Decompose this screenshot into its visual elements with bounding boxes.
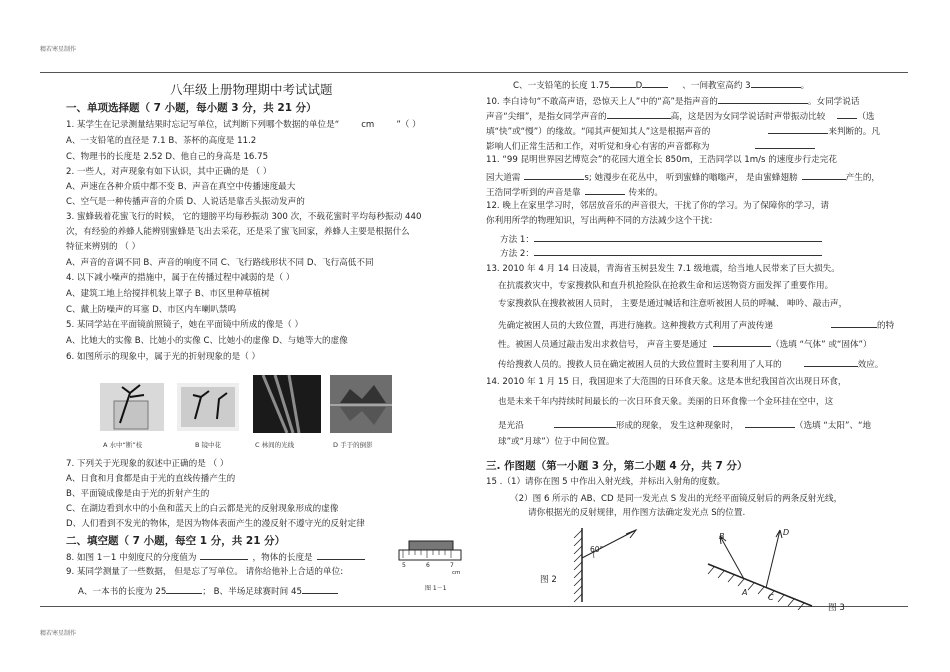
q3-line1: 3. 蜜蜂载着花蜜飞行的时候， 它的翅膀平均每秒振动 300 次，不载花蜜时平均每秒振动 440 (66, 212, 422, 222)
q11-line3: 王浩同学听到的声音是靠 传来的。 (486, 185, 663, 199)
photo-forest-light (253, 375, 321, 433)
ruler-tick-7: 7 (450, 562, 454, 569)
section-3-heading: 三. 作图题（第一小题 3 分，第二小题 4 分，共 7 分） (486, 460, 748, 472)
q4-options-ab: A、建筑工地上给搅拌机装上罩子 B、市区里种草植树 (66, 289, 270, 299)
q5-options: A、比她大的实像 B、比她小的实像 C、比她小的虚像 D、与她等大的虚像 (66, 336, 348, 346)
figure-3-caption: 图 3 (828, 603, 845, 613)
q9-text: 9. 某同学测量了一些数据， 但是忘了写单位。 请你给他补上合适的单位: (66, 567, 344, 577)
footer-note: 精若寒星制作 (40, 630, 77, 637)
q13-line1: 13. 2010 年 4 月 14 日凌晨，青海省玉树县发生 7.1 级地震，给当地人民带来了巨大损失。 (486, 264, 840, 274)
q14-line4: 球”或“月球”）位于中间位置。 (498, 437, 615, 447)
section-1-heading: 一、单项选择题（ 7 小题，每小题 3 分，共 21 分） (66, 102, 317, 114)
q9-continued: C、一支铅笔的长度 1.75 D 、一间教室高约 3 。 (513, 78, 809, 92)
photo-caption-a: A 水中“断”枝 (103, 441, 143, 449)
q13-line2: 在抗震救灾中，专家搜救队和直升机抢险队在抢救生命和运送物资方面发挥了重要作用。 (498, 281, 834, 291)
q10-line3: 填“快”或“慢”）的缘故。“闻其声便知其人”这是根据声音的 来判断的。凡 (486, 124, 880, 138)
q1-options-cd: C、物理书的长度是 2.52 D、他自己的身高是 16.75 (66, 152, 269, 162)
figure-3-rays (700, 526, 820, 610)
q14-line1: 14. 2010 年 1 月 15 日，我国迎来了大范围的日环食天象。这是本世纪我国首次出现日环食， (486, 377, 847, 387)
q3-line2: 次，有经验的养蜂人能辨别蜜蜂是飞出去采花，还是采了蜜飞回家，养蜂人主要是根据什么 (66, 227, 410, 237)
q10-line4: 影响人们正常生活和工作，对听觉和身心有害的声音都称为 (486, 139, 815, 153)
photo-broken-branch (100, 383, 164, 431)
q5-text: 5. 某同学站在平面镜前照镜子，她在平面镜中所成的像是（ ） (66, 320, 304, 330)
q10-line2: 声音“尖细”，是指女同学声音的 高，这是因为女同学说话时声带振动比较 （选 (486, 109, 875, 123)
q7-option-d: D、人们看到不发光的物体，是因为物体表面产生的漫反射不遵守光的反射定律 (66, 519, 365, 529)
ruler-tick-5: 5 (402, 562, 406, 569)
point-a: A (742, 588, 748, 597)
photo-mirror-flower (177, 383, 239, 431)
section-2-heading: 二、填空题（ 7 小题，每空 1 分，共 21 分） (66, 535, 286, 547)
q2-options-cd: C、空气是一种传播声音的介质 D、人说话是靠舌头振动发声的 (66, 197, 305, 207)
photo-caption-b: B 镜中花 (195, 441, 222, 449)
q3-line3: 特征来辨别的 （ ） (66, 242, 141, 252)
q1-options-ab: A、一支铅笔的直径是 7.1 B、茶杯的高度是 11.2 (66, 136, 257, 146)
q13-line6: 传给搜救人员的。搜救人员在确定被困人员的大致位置时主要利用了人耳的 效应。 (498, 357, 883, 371)
q12-line1: 12. 晚上在家里学习时，邻居放音乐的声音很大，干扰了你的学习。为了保障你的学习，请 (486, 201, 829, 211)
q7-option-a: A、日食和月食都是由于光的直线传播产生的 (66, 474, 236, 484)
angle-label: 60° (590, 545, 604, 554)
ruler-unit: cm (452, 570, 461, 576)
q7-option-b: B、平面镜成像是由于光的折射产生的 (66, 489, 210, 499)
photo-caption-d: D 手于的倒影 (333, 441, 373, 449)
q12-line2: 你利用所学的物理知识，写出两种不同的方法减少这个干扰: (486, 216, 713, 226)
q15-part2-line1: （2）图 6 所示的 AB、CD 是同一发光点 S 发出的光经平面镜反射后的两条反射光线， (510, 494, 843, 504)
q2-text: 2. 一些人，对声现象有如下认识，其中正确的是 （ ） (66, 167, 272, 177)
q13-line3: 专家搜救队在搜救被困人员时， 主要是通过喊话和注意听被困人员的呼喊、 呻吟、敲击声， (498, 299, 848, 309)
q3-options: A、声音的音调不同 B、声音的响度不同 C、飞行路线形状不同 D、飞行高低不同 (66, 258, 374, 268)
q6-text: 6. 如图所示的现象中，属于光的折射现象的是（ ） (66, 352, 261, 362)
figure-1-1-caption: 图 1－1 (425, 585, 447, 592)
method-2: 方法 2： (500, 246, 822, 260)
photo-reflection (330, 375, 392, 433)
q13-line4: 先确定被困人员的大致位置，再进行施救。这种搜救方式利用了声波传递 的特 (498, 318, 894, 332)
point-c: C (768, 593, 774, 602)
ruler-tick-6: 6 (426, 562, 430, 569)
q15-part2-line2: 请你根据光的反射规律，用作图方法确定发光点 S的位置. (528, 508, 746, 518)
q14-line3: 是光沿 形成的现象， 发生这种现象时， （选填 “太阳”、“地 (498, 418, 871, 432)
q8-text: 8. 如图 1－1 中刻度尺的分度值为 ，物体的长度是 (66, 550, 365, 564)
header-note: 精若寒星制作 (40, 46, 77, 53)
top-rule (40, 72, 908, 73)
q4-text: 4. 以下减小噪声的措施中，属于在传播过程中减弱的是（ ） (66, 273, 295, 283)
point-d: D (783, 528, 790, 537)
q10-line1: 10. 李白诗句“不敢高声语，恐惊天上人”中的“高”是指声音的 。女同学说话 (486, 94, 859, 108)
q4-options-cd: C、戴上防噪声的耳塞 D、市区内车喇叭禁鸣 (66, 305, 237, 315)
q2-options-ab: A、声速在各种介质中都不变 B、声音在真空中传播速度最大 (66, 182, 296, 192)
method-1: 方法 1： (500, 232, 822, 246)
q7-text: 7. 下列关于光现象的叙述中正确的是 （ ） (66, 459, 229, 469)
q15-part1: 15 .（1）请你在图 5 中作出入射光线，并标出入射角的度数。 (486, 477, 726, 487)
point-b: B (719, 532, 725, 541)
q9-options: A、一本书的长度为 25 ； B、半场足球赛时间 45 (78, 584, 338, 598)
q7-option-c: C、在湖边看到水中的小鱼和蓝天上的白云都是光的反射现象形成的虚像 (66, 504, 339, 514)
q1-text: 1. 某学生在记录测量结果时忘记写单位，试判断下列哪个数据的单位是“ cm ”（ ） (66, 120, 421, 130)
figure-2-mirror (560, 524, 640, 604)
figure-2-caption: 图 2 (540, 575, 557, 585)
q11-line1: 11. “99 昆明世界园艺博览会”的花园大道全长 850m，王浩同学以 1m/s 的速度步行走完花 (486, 155, 837, 165)
q14-line2: 也是未来千年内持续时间最长的一次日环食天象。美丽的日环食像一个金环挂在空中，这 (498, 397, 834, 407)
q11-line2: 园大道需 s; 她漫步在花丛中， 听到蜜蜂的嗡嗡声， 是由蜜蜂翅膀 产生的， (486, 170, 880, 184)
page-title: 八年级上册物理期中考试试题 (170, 82, 333, 97)
q13-line5: 性。被困人员通过敲击发出求救信号， 声音主要是通过 （选填 “气体” 或“固体”） (498, 337, 872, 351)
photo-caption-c: C 林间的光线 (255, 441, 295, 449)
